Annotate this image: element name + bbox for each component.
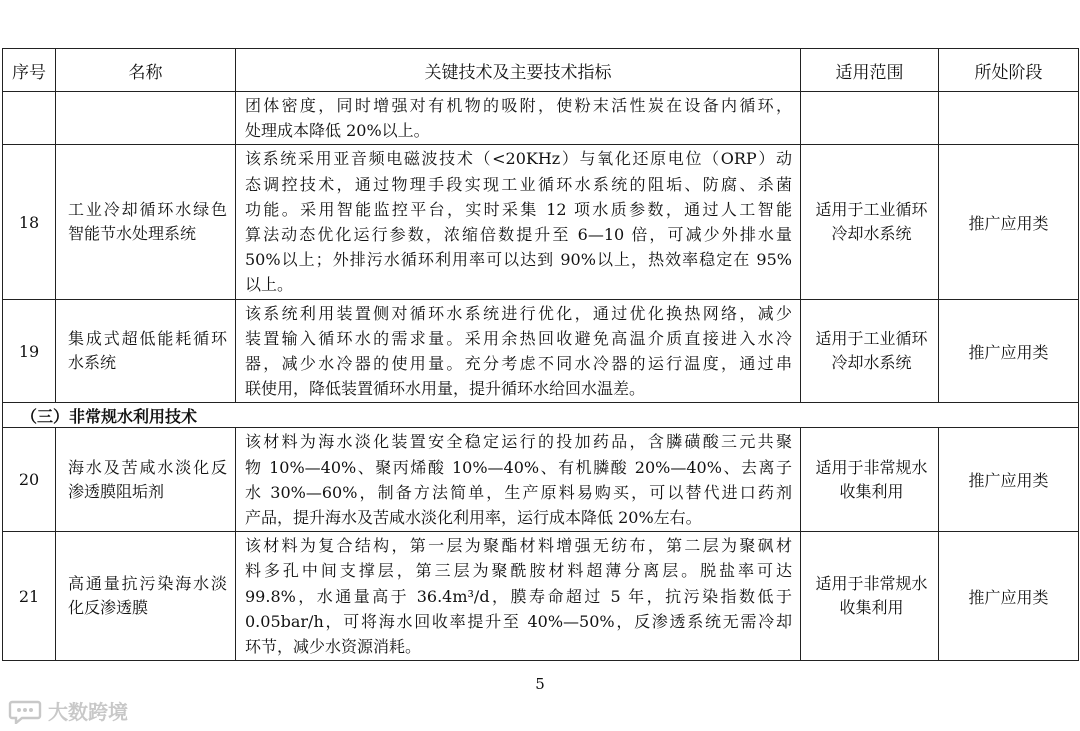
row-stage: 推广应用类 [939,428,1079,532]
page-number: 5 [535,675,545,693]
row-seq: 20 [3,428,56,532]
row-tech-cell [236,92,801,145]
header-scope: 适用范围 [801,49,939,92]
tech-line: 物 10%—40%、聚丙烯酸 10%—40%、有机膦酸 20%—40%、去离子 [245,457,792,477]
tech-line: 该系统利用装置侧对循环水系统进行优化，通过优化换热网络，减少 [245,303,792,323]
header-name: 名称 [56,49,236,92]
tech-line: 装置输入循环水的需求量。采用余热回收避免高温介质直接进入水冷 [245,328,792,348]
row-stage: 推广应用类 [939,532,1079,661]
tech-line: 处理成本降低 20%以上。 [245,121,430,141]
header-stage: 所处阶段 [939,49,1079,92]
header-tech: 关键技术及主要技术指标 [236,49,801,92]
tech-line: 功能。采用智能监控平台，实时采集 12 项水质参数，通过人工智能 [245,199,792,219]
tech-line: 料多孔中间支撑层，第三层为聚酰胺材料超薄分离层。脱盐率可达 [245,561,792,581]
table-row [3,299,1079,403]
section-row [3,403,1079,428]
row-stage: 推广应用类 [939,145,1079,299]
row-tech [236,428,801,532]
row-stage-cell [939,92,1079,145]
row-name: 集成式超低能耗循环水系统 [56,299,236,403]
table-row [3,532,1079,661]
row-seq-cell [3,92,56,145]
row-name: 高通量抗污染海水淡化反渗透膜 [56,532,236,661]
row-stage: 推广应用类 [939,299,1079,403]
row-seq: 21 [3,532,56,661]
header-seq: 序号 [3,49,56,92]
tech-line: 该材料为海水淡化装置安全稳定运行的投加药品，含膦磺酸三元共聚 [245,432,792,452]
tech-line: 环节，减少水资源消耗。 [245,637,422,657]
tech-line: 该系统采用亚音频电磁波技术（<20KHz）与氧化还原电位（ORP）动 [245,149,792,169]
row-name-cell [56,92,236,145]
tech-line: 99.8%，水通量高于 36.4m³/d，膜寿命超过 5 年，抗污染指数低于 [245,586,792,606]
table-row-continued [3,92,1079,145]
row-scope: 适用于工业循环冷却水系统 [801,299,939,403]
row-tech [236,532,801,661]
row-scope-cell [801,92,939,145]
watermark-text: 大数跨境 [48,700,128,724]
tech-line: 水 30%—60%，制备方法简单，生产原料易购买，可以替代进口药剂 [245,482,792,502]
row-scope: 适用于工业循环冷却水系统 [801,145,939,299]
tech-line: 联使用，降低装置循环水用量，提升循环水给回水温差。 [245,379,646,399]
table-header-row [3,49,1079,92]
tech-line: 产品，提升海水及苦咸水淡化利用率，运行成本降低 20%左右。 [245,508,702,528]
tech-line: 50%以上；外排污水循环利用率可以达到 90%以上，热效率稳定在 95% [245,250,792,270]
tech-line: 以上。 [245,275,294,295]
tech-line: 团体密度，同时增强对有机物的吸附，使粉末活性炭在设备内循环， [245,96,792,115]
row-seq: 19 [3,299,56,403]
row-tech [236,145,801,299]
table-row [3,428,1079,532]
tech-line: 该材料为复合结构，第一层为聚酯材料增强无纺布，第二层为聚砜材 [245,536,792,556]
chat-bubble-icon [8,698,42,724]
table-row [3,145,1079,299]
technology-table [2,48,1079,661]
row-name: 工业冷却循环水绿色智能节水处理系统 [56,145,236,299]
row-seq: 18 [3,145,56,299]
tech-line: 0.05bar/h，可将海水回收率提升至 40%—50%，反渗透系统无需冷却 [245,611,792,631]
row-scope: 适用于非常规水收集利用 [801,428,939,532]
tech-line: 态调控技术，通过物理手段实现工业循环水系统的阻垢、防腐、杀菌 [245,174,792,194]
row-scope: 适用于非常规水收集利用 [801,532,939,661]
row-tech [236,299,801,403]
tech-line: 器，减少水冷器的使用量。充分考虑不同水冷器的运行温度，通过串 [245,354,792,374]
row-name: 海水及苦咸水淡化反渗透膜阻垢剂 [56,428,236,532]
watermark [8,696,128,725]
section-title: （三）非常规水利用技术 [3,403,1079,428]
tech-line: 算法动态优化运行参数，浓缩倍数提升至 6—10 倍，可减少外排水量 [245,225,792,245]
